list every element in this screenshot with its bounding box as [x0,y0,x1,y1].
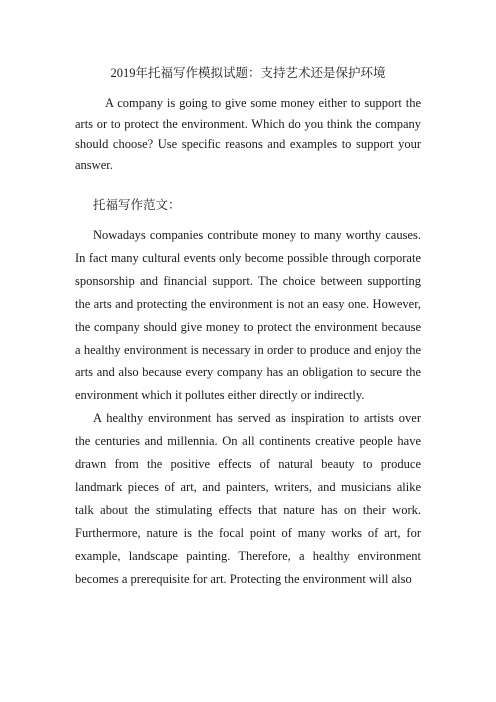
sample-essay-body [75,224,421,591]
essay-paragraph-1: Nowadays companies contribute money to many worthy causes. In fact many cultural events only become possible through corporate sponsorship and financial support. The choice between supporting the arts and protecting the environment is not an easy one. However, the company should give money to protect the environment because a healthy environment is necessary in order to produce and enjoy the arts and also because every company has an obligation to secure the environment which it pollutes either directly or indirectly. [75,228,421,403]
page-title: 2019年托福写作模拟试题：支持艺术还是保护环境 [110,66,386,80]
sample-essay-label: 托福写作范文： [93,198,181,212]
essay-prompt: A company is going to give some money either to support the arts or to protect the environment. Which do you think the company should choose? Use specific reasons and examples to support your answer. [75,96,421,172]
essay-paragraph-2: A healthy environment has served as inspiration to artists over the centuries and millennia. On all continents creative people have drawn from the positive effects of natural beauty to produce landmark pieces of art, and painters, writers, and musicians alike talk about the stimulating effects that nature has on their work. Furthermore, nature is the focal point of many works of art, for example, landscape painting. Therefore, a healthy environment becomes a prerequisite for art. Protecting the environment will also [75,411,421,586]
